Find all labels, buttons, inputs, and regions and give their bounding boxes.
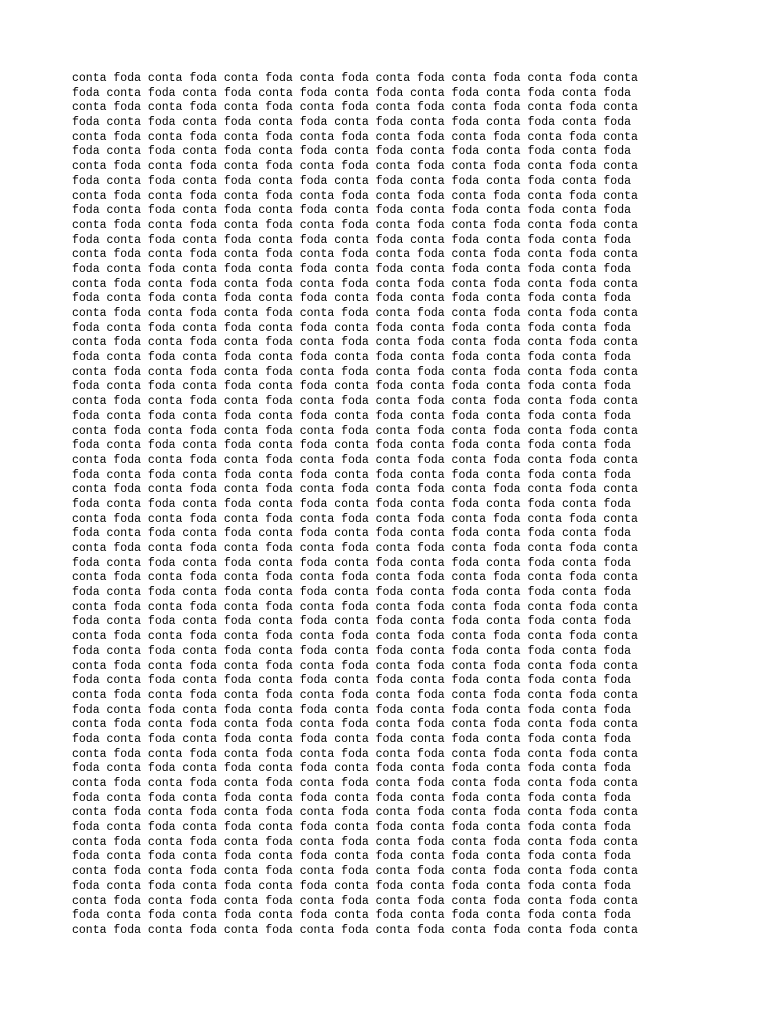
text-line: foda conta foda conta foda conta foda conta foda conta foda conta foda conta foda [72,909,631,923]
text-line: foda conta foda conta foda conta foda conta foda conta foda conta foda conta foda [72,821,631,835]
text-line: conta foda conta foda conta foda conta foda conta foda conta foda conta foda conta [72,865,638,879]
text-line: foda conta foda conta foda conta foda conta foda conta foda conta foda conta foda [72,439,631,453]
text-line: conta foda conta foda conta foda conta foda conta foda conta foda conta foda conta [72,101,638,115]
text-line: conta foda conta foda conta foda conta foda conta foda conta foda conta foda conta [72,248,638,262]
text-line: conta foda conta foda conta foda conta foda conta foda conta foda conta foda conta [72,542,638,555]
text-line: foda conta foda conta foda conta foda conta foda conta foda conta foda conta foda [72,409,631,423]
text-line: foda conta foda conta foda conta foda conta foda conta foda conta foda conta foda [72,762,631,776]
text-line: conta foda conta foda conta foda conta foda conta foda conta foda conta foda conta [72,600,638,614]
text-line: foda conta foda conta foda conta foda conta foda conta foda conta foda conta foda [72,468,631,482]
text-line: conta foda conta foda conta foda conta foda conta foda conta foda conta foda conta [72,160,638,174]
text-line: conta foda conta foda conta foda conta foda conta foda conta foda conta foda conta [72,512,638,526]
text-line: foda conta foda conta foda conta foda conta foda conta foda conta foda conta foda [72,732,631,746]
text-line: conta foda conta foda conta foda conta foda conta foda conta foda conta foda conta [72,835,638,849]
text-line: conta foda conta foda conta foda conta foda conta foda conta foda conta foda conta [72,659,638,673]
text-line: conta foda conta foda conta foda conta foda conta foda conta foda conta foda conta [72,307,638,320]
text-line: foda conta foda conta foda conta foda conta foda conta foda conta foda conta foda [72,850,631,864]
text-line: foda conta foda conta foda conta foda conta foda conta foda conta foda conta foda [72,321,631,335]
text-line: foda conta foda conta foda conta foda conta foda conta foda conta foda conta foda [72,586,631,600]
text-line: foda conta foda conta foda conta foda conta foda conta foda conta foda conta foda [72,233,631,247]
text-line: foda conta foda conta foda conta foda conta foda conta foda conta foda conta foda [72,644,631,658]
text-line: foda conta foda conta foda conta foda conta foda conta foda conta foda conta foda [72,879,631,893]
text-line: conta foda conta foda conta foda conta foda conta foda conta foda conta foda conta [72,365,638,379]
text-line: foda conta foda conta foda conta foda conta foda conta foda conta foda conta foda [72,615,631,629]
text-line: conta foda conta foda conta foda conta foda conta foda conta foda conta foda conta [72,777,638,790]
text-line: foda conta foda conta foda conta foda conta foda conta foda conta foda conta foda [72,204,631,218]
text-line: foda conta foda conta foda conta foda conta foda conta foda conta foda conta foda [72,674,631,688]
text-line: foda conta foda conta foda conta foda conta foda conta foda conta foda conta foda [72,527,631,541]
text-line: conta foda conta foda conta foda conta foda conta foda conta foda conta foda conta [72,483,638,497]
text-line: foda conta foda conta foda conta foda conta foda conta foda conta foda conta foda [72,791,631,805]
text-line: conta foda conta foda conta foda conta foda conta foda conta foda conta foda conta [72,277,638,291]
text-line: foda conta foda conta foda conta foda conta foda conta foda conta foda conta foda [72,351,631,365]
text-line: foda conta foda conta foda conta foda conta foda conta foda conta foda conta foda [72,556,631,570]
text-line: conta foda conta foda conta foda conta foda conta foda conta foda conta foda conta [72,453,638,467]
text-line: conta foda conta foda conta foda conta foda conta foda conta foda conta foda conta [72,806,638,820]
text-line: conta foda conta foda conta foda conta foda conta foda conta foda conta foda conta [72,72,638,85]
text-line: conta foda conta foda conta foda conta foda conta foda conta foda conta foda conta [72,130,638,144]
text-line: conta foda conta foda conta foda conta foda conta foda conta foda conta foda conta [72,218,638,232]
text-line: foda conta foda conta foda conta foda conta foda conta foda conta foda conta foda [72,262,631,276]
text-line: foda conta foda conta foda conta foda conta foda conta foda conta foda conta foda [72,703,631,717]
body-text [72,72,638,939]
text-line: conta foda conta foda conta foda conta foda conta foda conta foda conta foda conta [72,571,638,585]
text-line: conta foda conta foda conta foda conta foda conta foda conta foda conta foda conta [72,894,638,908]
text-line: foda conta foda conta foda conta foda conta foda conta foda conta foda conta foda [72,380,631,394]
text-line: conta foda conta foda conta foda conta foda conta foda conta foda conta foda conta [72,630,638,644]
text-line: foda conta foda conta foda conta foda conta foda conta foda conta foda conta foda [72,116,631,130]
text-line: conta foda conta foda conta foda conta foda conta foda conta foda conta foda conta [72,395,638,409]
text-line: conta foda conta foda conta foda conta foda conta foda conta foda conta foda conta [72,718,638,732]
text-line: foda conta foda conta foda conta foda conta foda conta foda conta foda conta foda [72,145,631,159]
text-line: conta foda conta foda conta foda conta foda conta foda conta foda conta foda conta [72,688,638,702]
text-line: foda conta foda conta foda conta foda conta foda conta foda conta foda conta foda [72,292,631,306]
text-line: conta foda conta foda conta foda conta foda conta foda conta foda conta foda conta [72,189,638,203]
text-line: foda conta foda conta foda conta foda conta foda conta foda conta foda conta foda [72,497,631,511]
text-line: conta foda conta foda conta foda conta foda conta foda conta foda conta foda conta [72,923,638,937]
text-line: foda conta foda conta foda conta foda conta foda conta foda conta foda conta foda [72,174,631,188]
text-line: conta foda conta foda conta foda conta foda conta foda conta foda conta foda conta [72,336,638,350]
text-line: conta foda conta foda conta foda conta foda conta foda conta foda conta foda conta [72,424,638,438]
text-line: foda conta foda conta foda conta foda conta foda conta foda conta foda conta foda [72,86,631,100]
text-line: conta foda conta foda conta foda conta foda conta foda conta foda conta foda conta [72,747,638,761]
